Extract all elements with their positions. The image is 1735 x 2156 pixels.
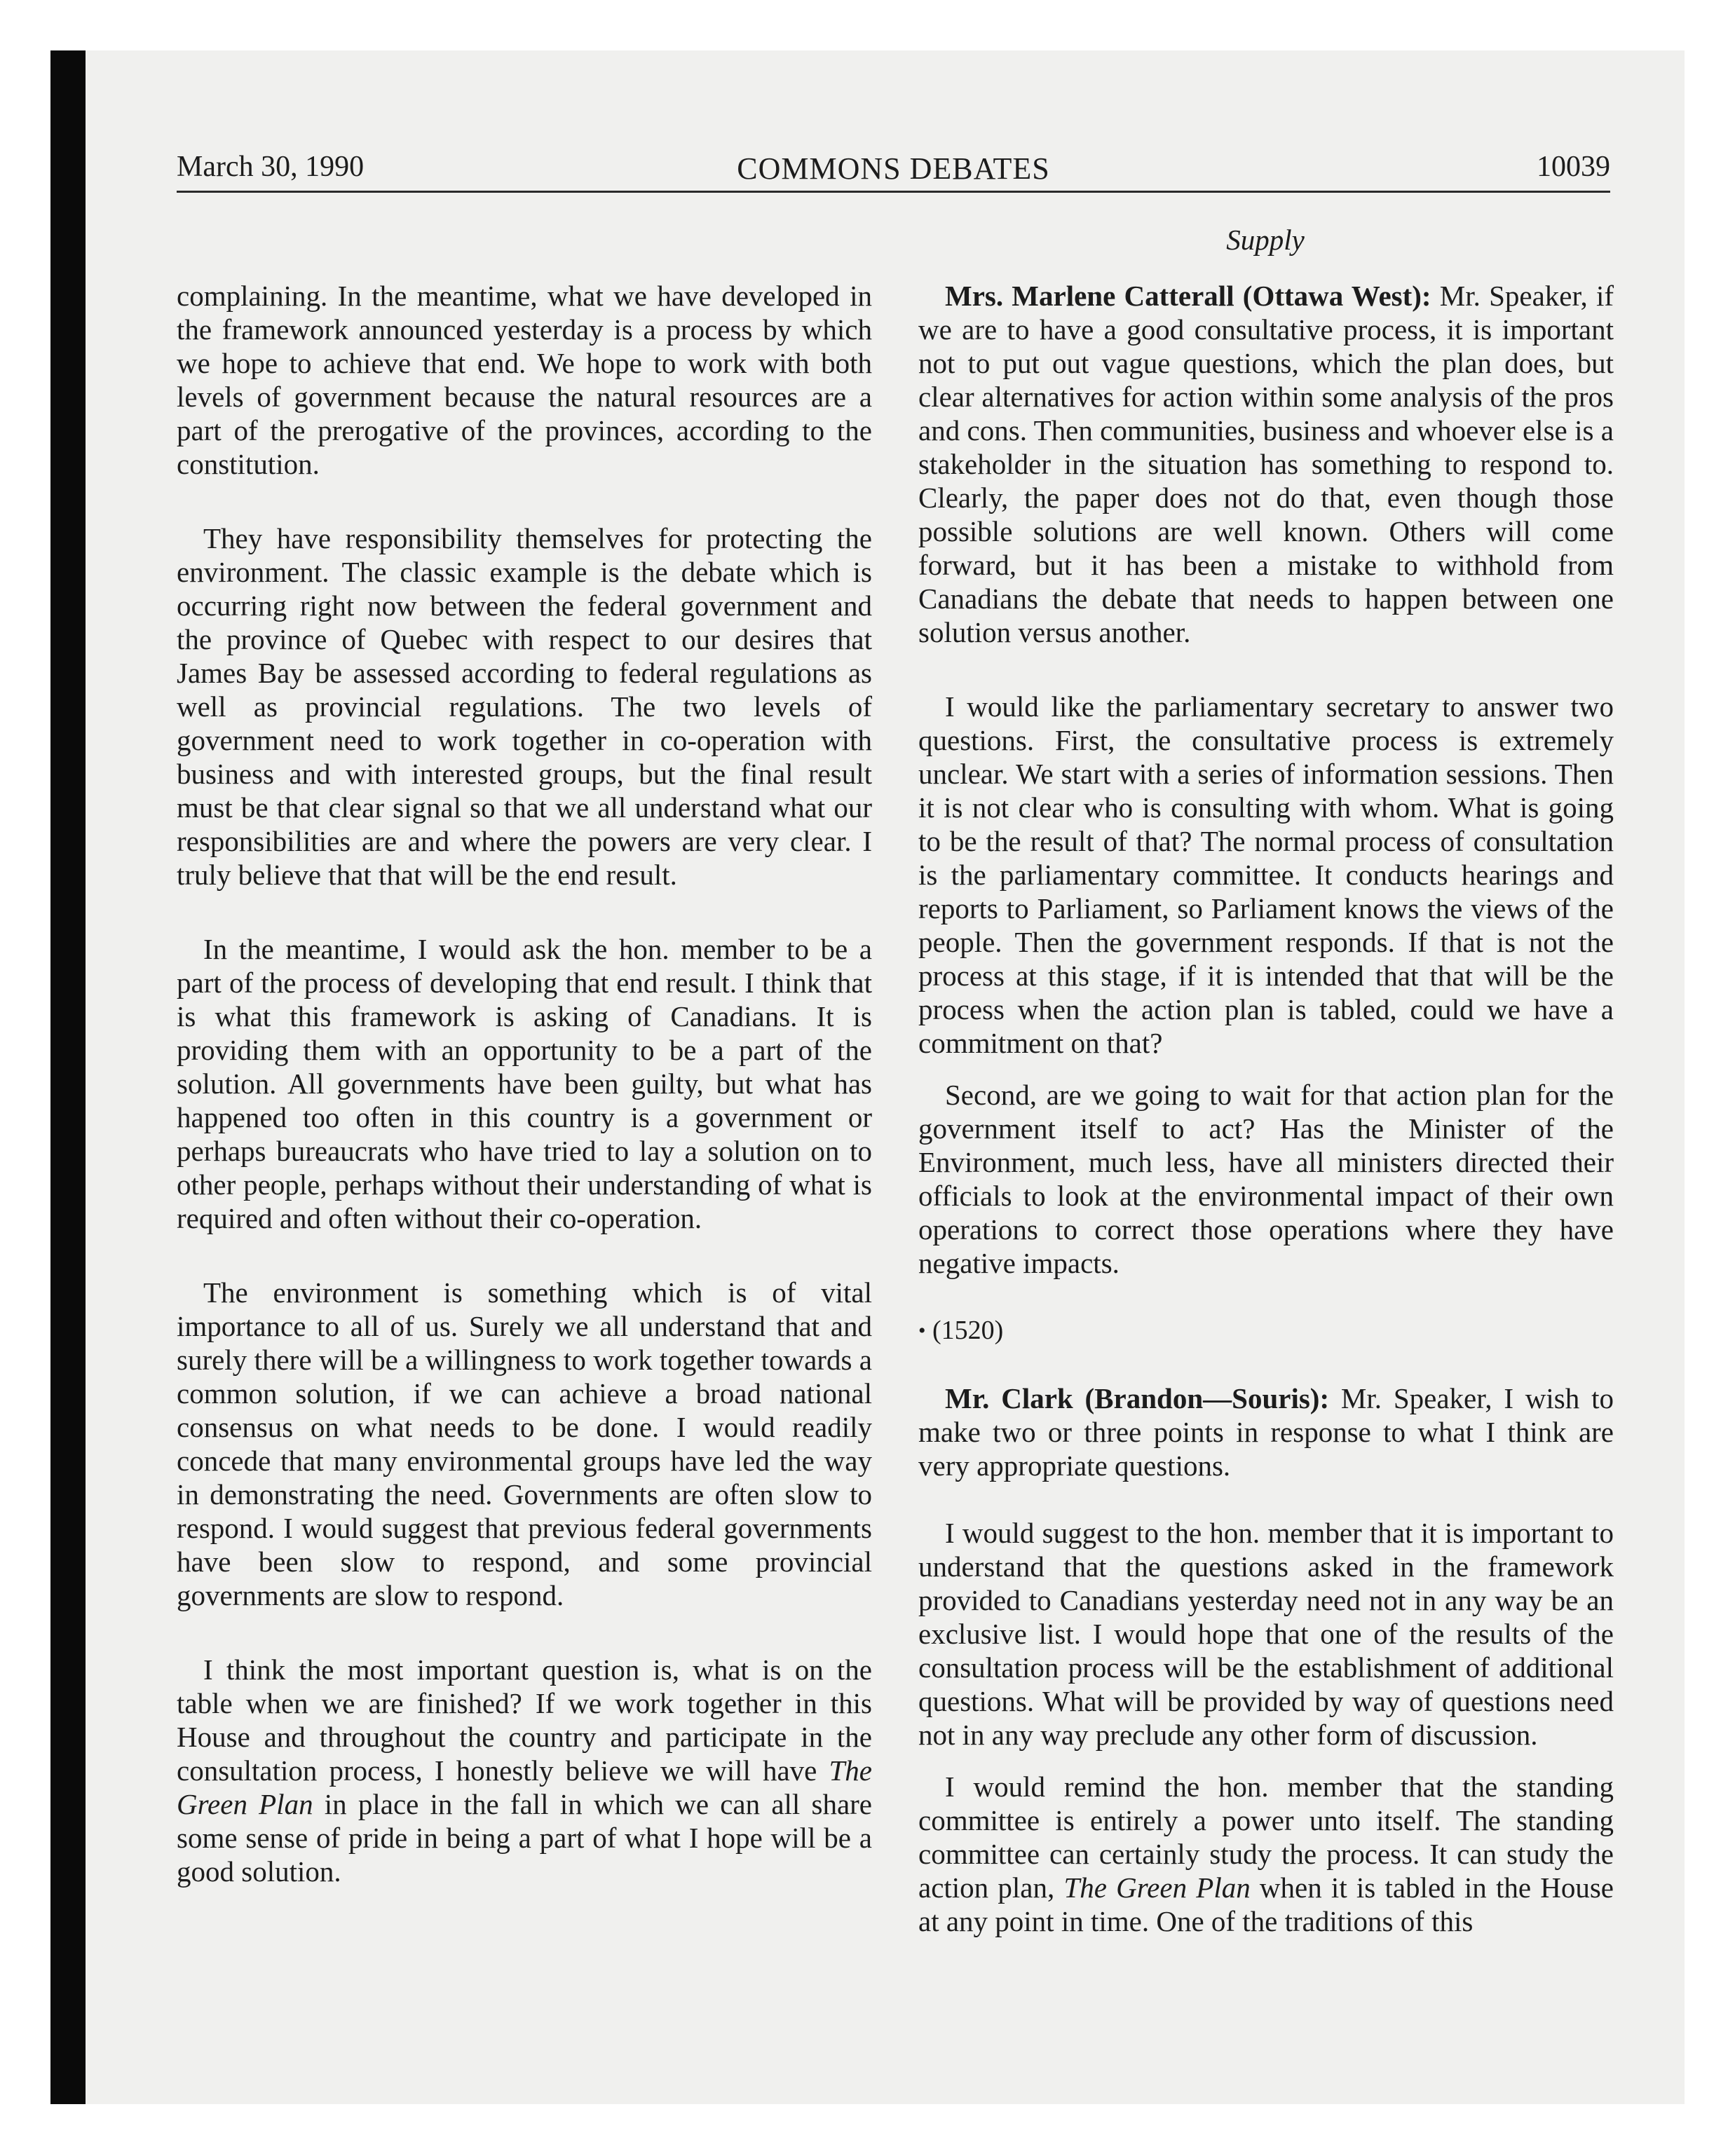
paragraph: I would suggest to the hon. member that it is important to understand that the questions asked in the framework provided to Canadians yesterday need not in any way be an exclusive list. I would hope that one of the results of the consultation process will be the establishment of additional questions. What will be provided by way of questions need not in any way preclude any other form of discussion. (918, 1517, 1614, 1751)
paragraph: The environment is something which is of vital importance to all of us. Surely we all understand that and surely there will be a willingness to work together towards a common solution, if we can achieve a broad national consensus on what needs to be done. I would readily concede that many environmental groups have led the way in demonstrating the need. Governments are often slow to respond. I would suggest that previous federal governments have been slow to respond, and some provincial governments are slow to respond. (177, 1276, 872, 1611)
paragraph: I would like the parliamentary secretary to answer two questions. First, the consultative process is extremely unclear. We start with a series of information sessions. Then it is not clear who is consulting with whom. What is going to be the result of that? The normal process of consultation is the parliamentary committee. It conducts hearings and reports to Parliament, so Parliament knows the views of the people. Then the government responds. If that is not the process at this stage, if it is intended that that will be the process when the action plan is tabled, could we have a commitment on that? (918, 690, 1614, 1059)
paragraph-text: I would remind the hon. member that the standing committee is entirely a power unto itself. The standing committee can certainly study the process. It can study the action plan, (918, 1770, 1614, 1904)
paragraph: complaining. In the meantime, what we have developed in the framework announced yesterday is a process by which we hope to achieve that end. We hope to work with both levels of government because the natural resources are a part of the prerogative of the provinces, according to the constitution. (177, 280, 872, 480)
publication-title: The Green Plan (1063, 1871, 1251, 1904)
paragraph: Second, are we going to wait for that action plan for the government itself to act? Has the Minister of the Environment, much less, have all ministers directed their officials to look at the environmental impact of their own operations to correct those operations where they have negative impacts. (918, 1079, 1614, 1279)
paragraph-text: Mr. Speaker, I wish to make two or three points in response to what I think are very appropriate questions. (918, 1382, 1614, 1482)
paragraph (918, 1770, 1614, 1938)
bullet-icon: • (918, 1319, 926, 1342)
paragraph-text: Mr. Speaker, if we are to have a good consultative process, it is important not to put out vague questions, which the plan does, but clear alternatives for action within some analysis of the pros and cons. Then communities, business and whoever else is a stakeholder in the situation has something to respond to. Clearly, the paper does not do that, even though those possible solutions are well known. Others will come forward, but it has been a mistake to withhold from Canadians the debate that needs to happen between one solution versus another. (918, 280, 1614, 648)
paragraph-text: in place in the fall in which we can all share some sense of pride in being a part of what I hope will be a good solution. (177, 1788, 873, 1888)
paragraph: In the meantime, I would ask the hon. member to be a part of the process of developing that end result. I think that is what this framework is asking of Canadians. It is providing them with an opportunity to be a part of the solution. All governments have been guilty, but what has happened too often in this country is a government or perhaps bureaucrats who have tried to lay a solution on to other people, perhaps without their understanding of what is required and often without their co-operation. (177, 933, 872, 1234)
paragraph (918, 1381, 1614, 1482)
paragraph-text: I think the most important question is, what is on the table when we are finished? If we work together in this House and throughout the country and participate in the consultation process, I honestly believe we will have (177, 1653, 872, 1787)
speaker-name: Mr. Clark (Brandon—Souris): (945, 1382, 1330, 1414)
right-column (918, 279, 1614, 1953)
paragraph: They have responsibility themselves for protecting the environment. The classic example is the debate which is occurring right now between the federal government and the province of Quebec with respect to our desires that James Bay be assessed according to federal regulations as well as provincial regulations. The two levels of government need to work together in co-operation with business and with interested groups, but the final result must be that clear signal so that we all understand what our responsibilities are and where the powers are very clear. I truly believe that that will be the end result. (177, 522, 872, 891)
timestamp-text: (1520) (932, 1316, 1004, 1345)
page-number: 10039 (1537, 151, 1610, 183)
header-title: COMMONS DEBATES (737, 151, 1050, 186)
paragraph-text: when it is tabled in the House at any point in time. One of the traditions of this (918, 1871, 1614, 1937)
speaker-name: Mrs. Marlene Catterall (Ottawa West): (945, 280, 1431, 312)
section-title: Supply (1226, 224, 1305, 256)
left-column (177, 279, 872, 1904)
timestamp (918, 1314, 1614, 1348)
paragraph (177, 1653, 872, 1888)
page-header (177, 144, 1610, 193)
paragraph (918, 279, 1614, 649)
header-date: March 30, 1990 (177, 151, 365, 183)
publication-title: The Green Plan (177, 1754, 872, 1820)
scan-edge-shadow (50, 50, 86, 2104)
